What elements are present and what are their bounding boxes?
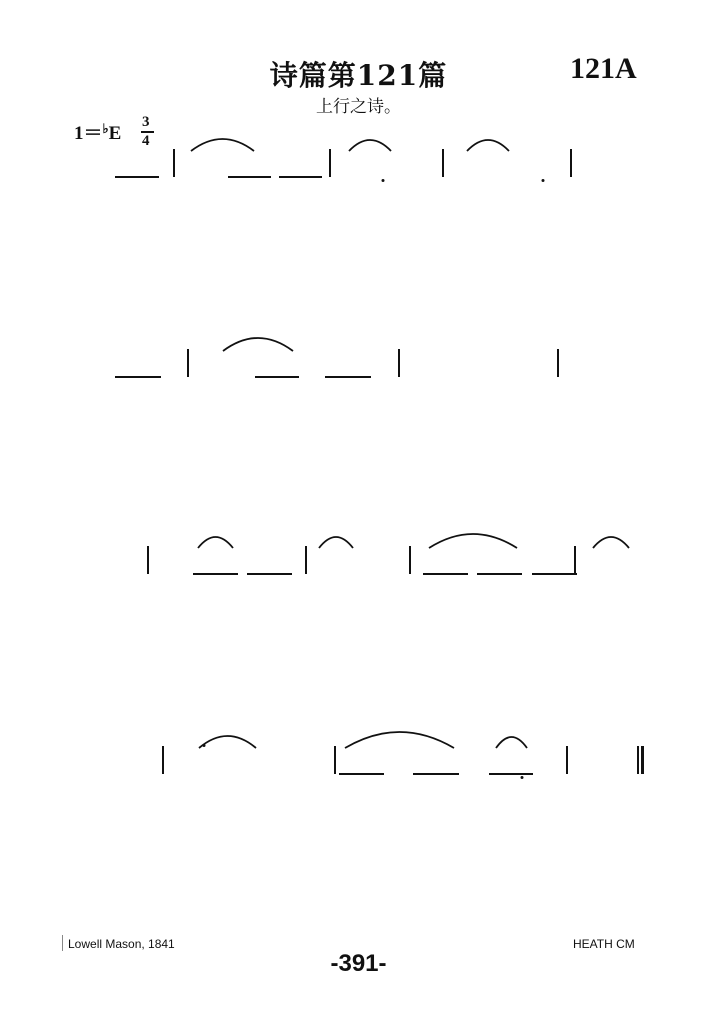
slur — [348, 138, 392, 153]
eighth-underline — [413, 773, 459, 775]
barline — [173, 149, 175, 177]
barline — [334, 746, 336, 774]
hymn-number: 121A — [570, 52, 637, 85]
barline — [566, 746, 568, 774]
eighth-underline — [115, 176, 159, 178]
barline — [305, 546, 307, 574]
slur — [190, 137, 255, 153]
slur — [428, 532, 518, 550]
slur — [222, 336, 294, 353]
eighth-underline — [193, 573, 238, 575]
low-octave-dot — [382, 179, 385, 182]
slur — [197, 535, 234, 550]
barline — [187, 349, 189, 377]
barline — [398, 349, 400, 377]
barline — [570, 149, 572, 177]
slur — [318, 535, 354, 550]
slur — [592, 535, 630, 550]
low-octave-dot — [542, 179, 545, 182]
slur — [344, 730, 455, 750]
hymn-subtitle: 上行之诗。 — [316, 97, 401, 117]
barline — [442, 149, 444, 177]
barline — [557, 349, 559, 377]
eighth-underline — [489, 773, 533, 775]
time-signature-top: 3 — [142, 114, 150, 130]
key-signature: 1＝♭E — [74, 121, 122, 144]
barline — [162, 746, 164, 774]
barline — [409, 546, 411, 574]
eighth-underline — [423, 573, 468, 575]
hymn-title: 诗篇第121篇 — [269, 59, 448, 92]
eighth-underline — [279, 176, 322, 178]
composer-credit: Lowell Mason, 1841 — [68, 937, 175, 951]
barline — [329, 149, 331, 177]
low-octave-dot — [521, 776, 524, 779]
slur — [198, 734, 257, 750]
page-number: -391- — [330, 950, 387, 977]
final-barline-thin — [637, 746, 639, 774]
barline — [147, 546, 149, 574]
final-barline-thick — [641, 746, 644, 774]
eighth-underline — [115, 376, 161, 378]
eighth-underline — [477, 573, 522, 575]
eighth-underline — [325, 376, 371, 378]
slur — [466, 138, 510, 153]
composer-divider — [62, 935, 63, 951]
eighth-underline — [228, 176, 271, 178]
eighth-underline — [339, 773, 384, 775]
eighth-underline — [247, 573, 292, 575]
eighth-underline — [255, 376, 299, 378]
time-signature-bottom: 4 — [142, 133, 150, 149]
barline — [574, 546, 576, 574]
tune-name: HEATH CM — [573, 937, 635, 951]
slur — [495, 735, 528, 750]
eighth-underline — [532, 573, 577, 575]
